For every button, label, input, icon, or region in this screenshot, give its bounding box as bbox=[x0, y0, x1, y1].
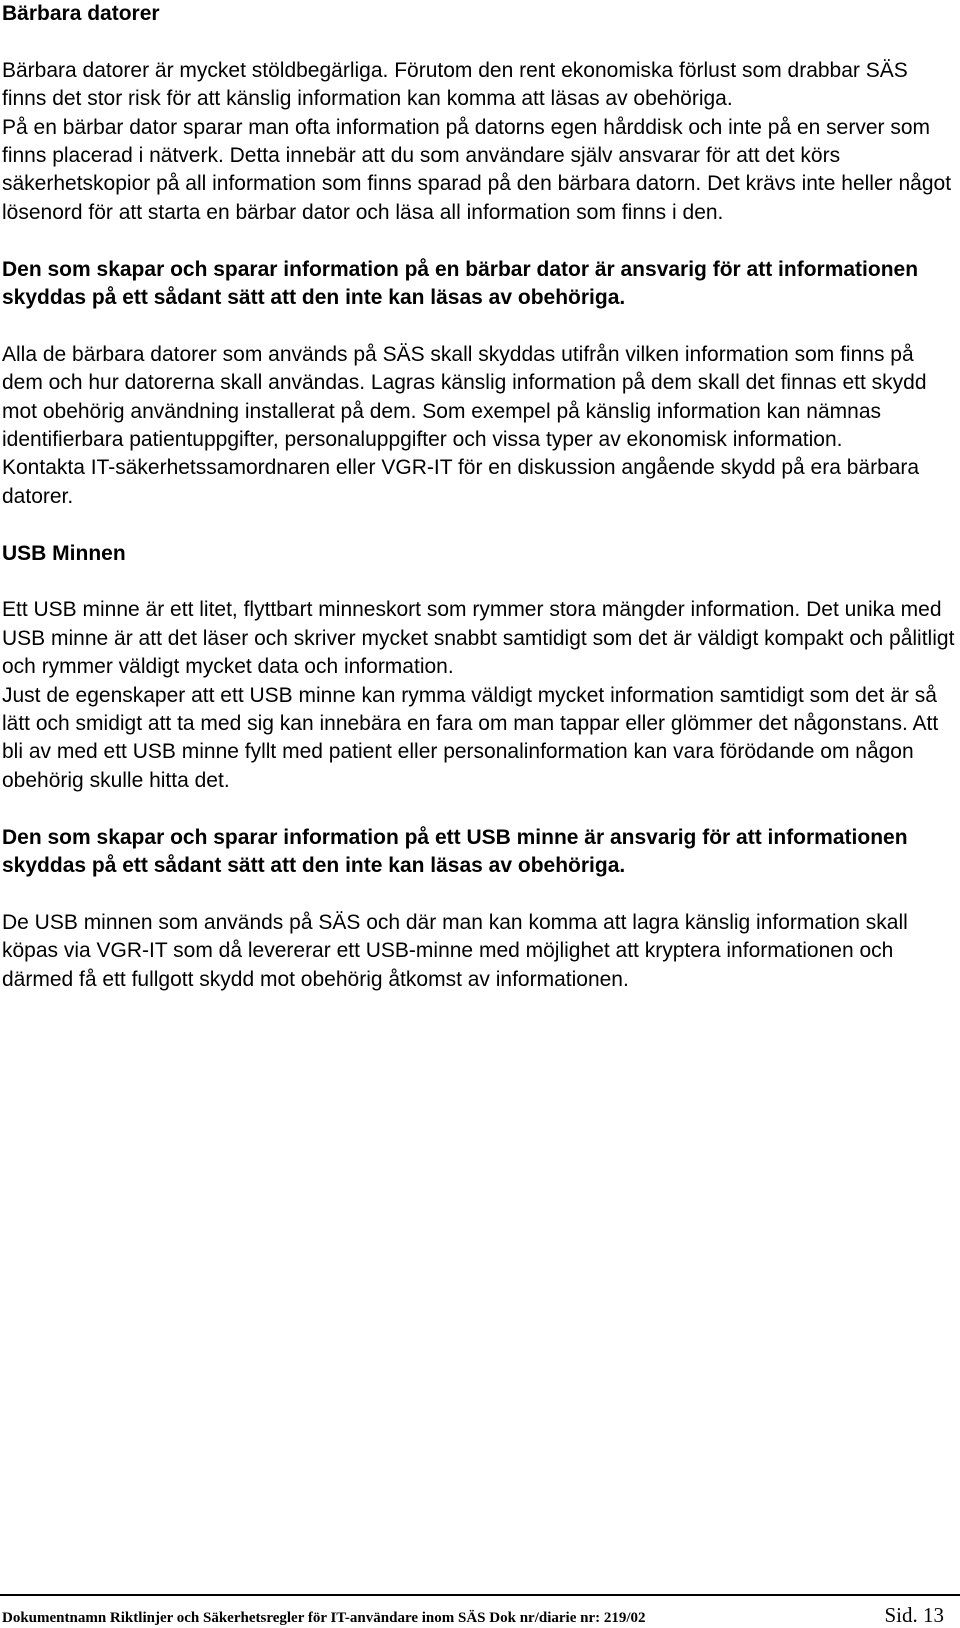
page-content bbox=[2, 0, 957, 994]
spacer bbox=[2, 511, 957, 539]
spacer bbox=[2, 881, 957, 909]
usb-responsibility-statement: Den som skapar och sparar information på ett USB minne är ansvarig för att informationen skyddas på ett sådant sätt att den inte kan läsas av obehöriga. bbox=[2, 825, 908, 878]
section-title-usb: USB Minnen bbox=[2, 541, 126, 565]
usb-paragraph-purchase: De USB minnen som används på SÄS och där man kan komma att lagra känslig information skall köpas via VGR-IT som då levererar ett USB-minne med möjlighet att kryptera informationen och därmed få ett fullgott skydd mot obehörig åtkomst av informationen. bbox=[2, 910, 908, 991]
laptops-responsibility-statement: Den som skapar och sparar information på en bärbar dator är ansvarig för att informationen skyddas på ett sådant sätt att den inte kan läsas av obehöriga. bbox=[2, 257, 919, 310]
usb-paragraph-definition: Ett USB minne är ett litet, flyttbart minneskort som rymmer stora mängder information. Det unika med USB minne är att det läser och skriver mycket snabbt samtidigt som det är väldigt kompakt och pålitligt och rymmer väldigt mycket data och information. bbox=[2, 598, 955, 679]
footer-document-info: Dokumentnamn Riktlinjer och Säkerhetsregler för IT-användare inom SÄS Dok nr/diarie nr: 219/02 bbox=[2, 1610, 646, 1626]
laptops-paragraph-local-storage: På en bärbar dator sparar man ofta information på datorns egen hårddisk och inte på en server som finns placerad i nätverk. Detta innebär att du som användare själv ansvarar för att det körs säkerhetskopior på all information som finns sparad på den bärbara datorn. Det krävs inte heller något lösenord för att starta en bärbar dator och läsa all information som finns i den. bbox=[2, 115, 952, 224]
spacer bbox=[2, 227, 957, 255]
spacer bbox=[2, 28, 957, 56]
usb-paragraph-risk: Just de egenskaper att ett USB minne kan rymma väldigt mycket information samtidigt som det är så lätt och smidigt att ta med sig kan innebära en fara om man tappar eller glömmer det någonstans. Att bli av med ett USB minne fyllt med patient eller personalinformation kan vara förödande om någon obehörig skulle hitta det. bbox=[2, 683, 939, 792]
spacer bbox=[2, 568, 957, 596]
spacer bbox=[2, 312, 957, 340]
spacer bbox=[2, 795, 957, 823]
laptops-paragraph-contact: Kontakta IT-säkerhetssamordnaren eller VGR-IT för en diskussion angående skydd på era bärbara datorer. bbox=[2, 456, 920, 508]
page-footer bbox=[0, 1594, 960, 1627]
footer-page-number: Sid. 13 bbox=[884, 1603, 944, 1627]
footer-divider bbox=[0, 1594, 960, 1596]
laptops-paragraph-theft: Bärbara datorer är mycket stöldbegärliga. Förutom den rent ekonomiska förlust som drabbar SÄS finns det stor risk för att känslig information kan komma att läsas av obehöriga. bbox=[2, 58, 908, 111]
section-title-laptops: Bärbara datorer bbox=[2, 2, 160, 25]
laptops-paragraph-protection: Alla de bärbara datorer som används på SÄS skall skyddas utifrån vilken information som finns på dem och hur datorerna skall användas. Lagras känslig information på dem skall det finnas ett skydd mot obehörig användning installerat på dem. Som exempel på känslig information kan nämnas identifierbara patientuppgifter, personaluppgifter och vissa typer av ekonomisk information. bbox=[2, 342, 927, 452]
